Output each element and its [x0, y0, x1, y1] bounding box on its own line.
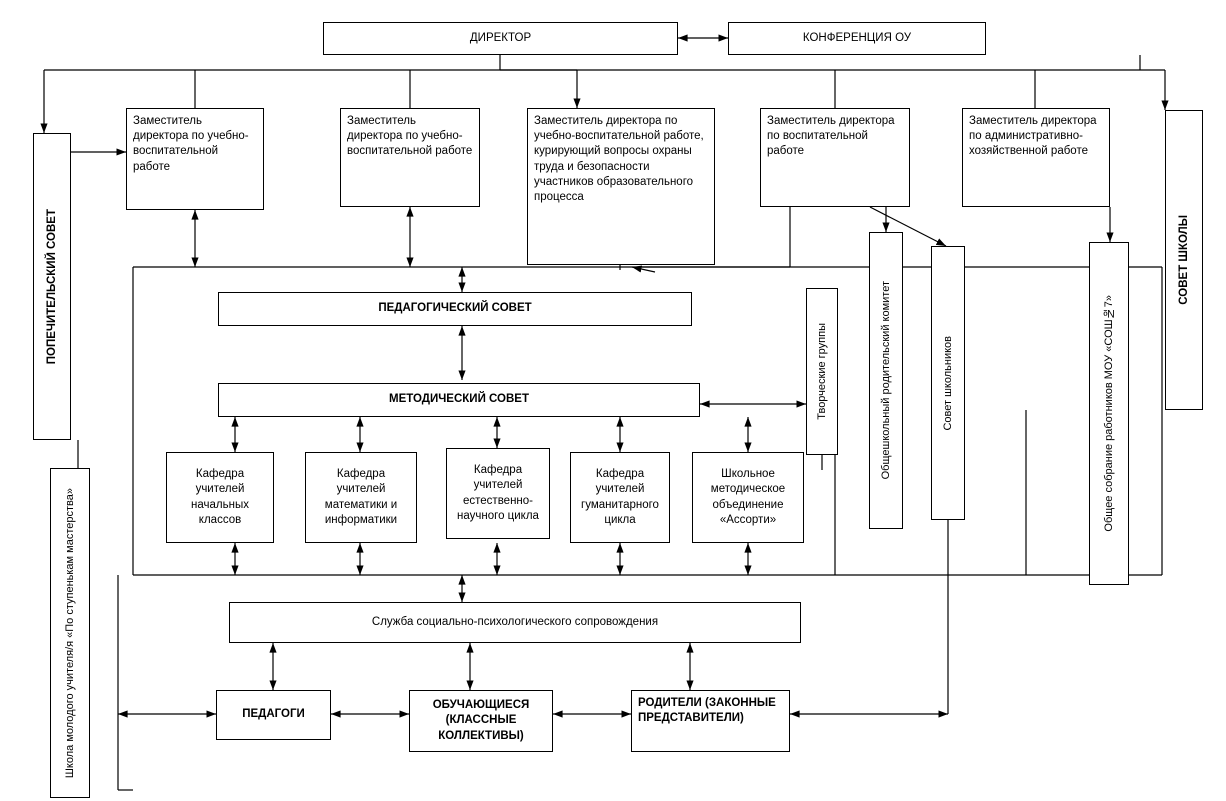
- node-creative-groups-label: Творческие группы: [815, 323, 828, 420]
- node-kafedra-science-label: Кафедра учителей естественно-научного цикла: [457, 464, 539, 522]
- node-parents[interactable]: [631, 690, 790, 752]
- node-school-council-label: СОВЕТ ШКОЛЫ: [1177, 215, 1190, 305]
- node-pedagogical-council[interactable]: [218, 292, 692, 326]
- node-kafedra-primary-label: Кафедра учителей начальных классов: [191, 468, 249, 526]
- node-parents-label: РОДИТЕЛИ (ЗАКОННЫЕ ПРЕДСТАВИТЕЛИ): [638, 697, 776, 725]
- node-conference[interactable]: [728, 22, 986, 55]
- node-young-teacher-school-label: Школа молодого учителя/я «По ступенькам мастерства»: [63, 487, 76, 779]
- node-deputy-4[interactable]: [760, 108, 910, 207]
- node-deputy-3-label: Заместитель директора по учебно-воспитательной работе, курирующий вопросы охраны труда и безопасности участников образовательного процесса: [534, 115, 704, 203]
- node-kafedra-math-label: Кафедра учителей математики и информатики: [324, 468, 398, 526]
- node-kafedra-science[interactable]: [446, 448, 550, 539]
- node-social-psych-service[interactable]: [229, 602, 801, 643]
- node-kafedra-math[interactable]: [305, 452, 417, 543]
- node-creative-groups[interactable]: [806, 288, 838, 455]
- node-teachers-label: ПЕДАГОГИ: [242, 708, 305, 721]
- node-deputy-5-label: Заместитель директора по административно-хозяйственной работе: [969, 115, 1097, 158]
- node-school-methodical-assoc-label: Школьное методическое объединение «Ассорти»: [710, 468, 786, 526]
- node-deputy-2[interactable]: [340, 108, 480, 207]
- node-parent-committee[interactable]: [869, 232, 903, 529]
- node-young-teacher-school[interactable]: [50, 468, 90, 798]
- node-social-psych-service-label: Служба социально-психологического сопровождения: [371, 615, 659, 628]
- node-parent-committee-label: Общешкольный родительский комитет: [879, 281, 892, 480]
- node-director-label: ДИРЕКТОР: [469, 31, 532, 44]
- node-deputy-4-label: Заместитель директора по воспитательной работе: [767, 115, 895, 158]
- node-kafedra-humanities[interactable]: [570, 452, 670, 543]
- node-board-of-trustees[interactable]: [33, 133, 71, 440]
- node-conference-label: КОНФЕРЕНЦИЯ ОУ: [802, 31, 912, 44]
- node-kafedra-primary[interactable]: [166, 452, 274, 543]
- node-kafedra-humanities-label: Кафедра учителей гуманитарного цикла: [581, 468, 659, 526]
- node-staff-meeting-label: Общее собрание работников МОУ «СОШ№7»: [1102, 295, 1115, 532]
- node-deputy-1-label: Заместитель директора по учебно-воспитательной работе: [133, 115, 249, 173]
- node-pupils-council-label: Совет школьников: [941, 335, 954, 431]
- node-methodical-council[interactable]: [218, 383, 700, 417]
- node-teachers[interactable]: [216, 690, 331, 740]
- node-deputy-2-label: Заместитель директора по учебно-воспитательной работе: [347, 115, 473, 158]
- node-director[interactable]: [323, 22, 678, 55]
- node-students[interactable]: [409, 690, 553, 752]
- node-school-methodical-assoc[interactable]: [692, 452, 804, 543]
- node-deputy-3[interactable]: [527, 108, 715, 265]
- node-pupils-council[interactable]: [931, 246, 965, 520]
- node-school-council[interactable]: [1165, 110, 1203, 410]
- node-pedagogical-council-label: ПЕДАГОГИЧЕСКИЙ СОВЕТ: [378, 302, 532, 315]
- node-methodical-council-label: МЕТОДИЧЕСКИЙ СОВЕТ: [388, 393, 529, 406]
- node-staff-meeting[interactable]: [1089, 242, 1129, 585]
- node-board-of-trustees-label: ПОПЕЧИТЕЛЬСКИЙ СОВЕТ: [45, 208, 58, 365]
- node-students-label: ОБУЧАЮЩИЕСЯ (КЛАССНЫЕ КОЛЛЕКТИВЫ): [432, 699, 530, 742]
- node-deputy-1[interactable]: [126, 108, 264, 210]
- node-deputy-5[interactable]: [962, 108, 1110, 207]
